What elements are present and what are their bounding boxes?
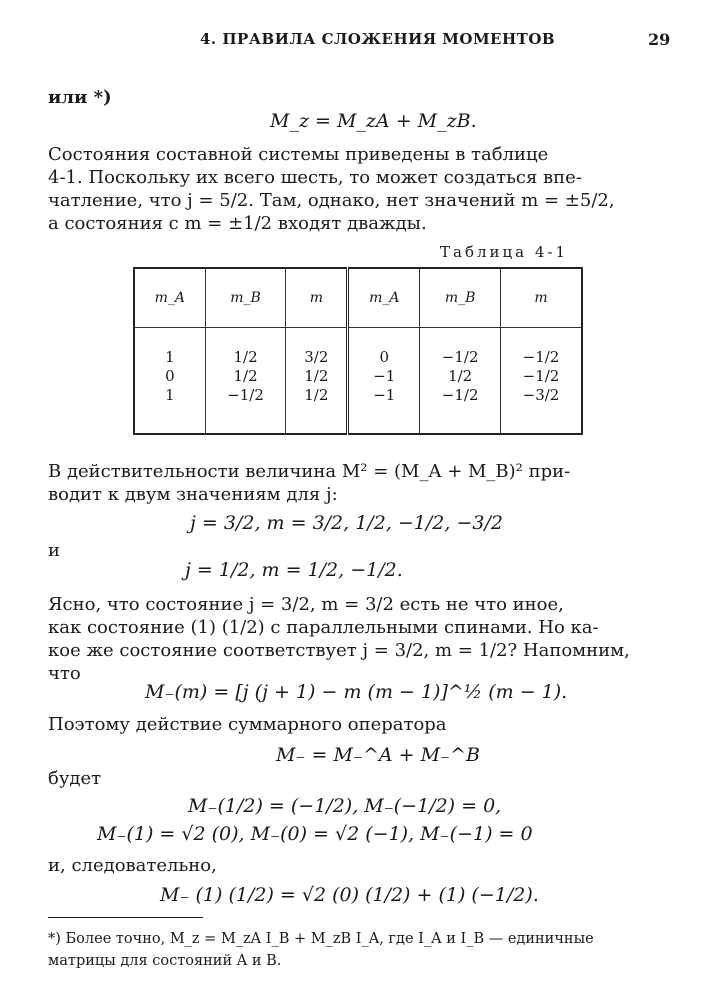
table-cell: −3/2 (500, 386, 582, 405)
table-cell: 1/2 (420, 367, 501, 386)
footnote-rule (48, 917, 203, 918)
table-caption: Таблица 4-1 (440, 243, 569, 261)
paragraph-line: водит к двум значениям для j: (48, 484, 338, 505)
footnote-line: матрицы для состояний A и B. (48, 953, 282, 969)
paragraph-1 (48, 143, 668, 235)
text-consequently: и, следовательно, (48, 855, 217, 876)
table-cell: −1 (348, 386, 420, 405)
table-cell: −1/2 (420, 347, 501, 366)
equation-j-one-half: j = 1/2, m = 1/2, −1/2. (185, 559, 403, 581)
table-header: m_B (420, 268, 501, 328)
table-cell: 0 (348, 347, 420, 366)
running-header: 4. ПРАВИЛА СЛОЖЕНИЯ МОМЕНТОВ (200, 30, 556, 48)
table-cell: −1/2 (500, 347, 582, 366)
page-number: 29 (648, 30, 671, 49)
equation-mz: M_z = M_zA + M_zB. (270, 110, 477, 132)
equation-action-spin-one: M₋(1) = √2 (0), M₋(0) = √2 (−1), M₋(−1) = 0 (97, 823, 533, 845)
text-will-be: будет (48, 768, 102, 789)
table-cell: 1 (134, 386, 205, 405)
paragraph-line: а состояния с m = ±1/2 входят дважды. (48, 213, 427, 234)
paragraph-line: 4-1. Поскольку их всего шесть, то может создаться впе- (48, 167, 582, 188)
table-cell: 1/2 (205, 347, 286, 366)
table-header: m (286, 268, 348, 328)
intro-text: или *) (48, 87, 112, 108)
equation-action-spin-half: M₋(1/2) = (−1/2), M₋(−1/2) = 0, (188, 795, 502, 817)
equation-lowering-operator: M₋(m) = [j (j + 1) − m (m − 1)]^½ (m − 1). (145, 681, 568, 703)
table-cell: 1/2 (286, 367, 348, 386)
paragraph-line: кое же состояние соответствует j = 3/2, m = 1/2? Напомним, (48, 640, 630, 661)
paragraph-line: В действительности величина M² = (M_A + M_B)² при- (48, 461, 571, 482)
paragraph-line: Состояния составной системы приведены в таблице (48, 144, 549, 165)
table-header: m_A (348, 268, 420, 328)
table-cell: 1 (134, 347, 205, 366)
paragraph-2 (48, 460, 668, 506)
table-cell: 0 (134, 367, 205, 386)
paragraph-line: что (48, 663, 81, 684)
table-header: m (500, 268, 582, 328)
paragraph-line: как состояние (1) (1/2) с параллельными спинами. Но ка- (48, 617, 599, 638)
paragraph-3 (48, 593, 668, 685)
equation-j-three-halves: j = 3/2, m = 3/2, 1/2, −1/2, −3/2 (190, 512, 503, 534)
equation-sum-operator: M₋ = M₋^A + M₋^B (276, 744, 480, 766)
footnote (48, 928, 673, 972)
table-cell: −1/2 (205, 386, 286, 405)
text-therefore: Поэтому действие суммарного оператора (48, 714, 447, 735)
table-cell: −1/2 (500, 367, 582, 386)
paragraph-line: Ясно, что состояние j = 3/2, m = 3/2 есть не что иное, (48, 594, 564, 615)
conjunction-text: и (48, 540, 60, 561)
equation-final: M₋ (1) (1/2) = √2 (0) (1/2) + (1) (−1/2). (160, 884, 539, 906)
table-cell: −1 (348, 367, 420, 386)
paragraph-line: чатление, что j = 5/2. Там, однако, нет значений m = ±5/2, (48, 190, 615, 211)
footnote-line: *) Более точно, M_z = M_zA I_B + M_zB I_A, где I_A и I_B — единичные (48, 931, 594, 947)
table-header: m_A (134, 268, 205, 328)
table-cell: 3/2 (286, 347, 348, 366)
states-table (133, 267, 583, 435)
table-header: m_B (205, 268, 286, 328)
table-cell: −1/2 (420, 386, 501, 405)
table-cell: 1/2 (205, 367, 286, 386)
table-cell: 1/2 (286, 386, 348, 405)
